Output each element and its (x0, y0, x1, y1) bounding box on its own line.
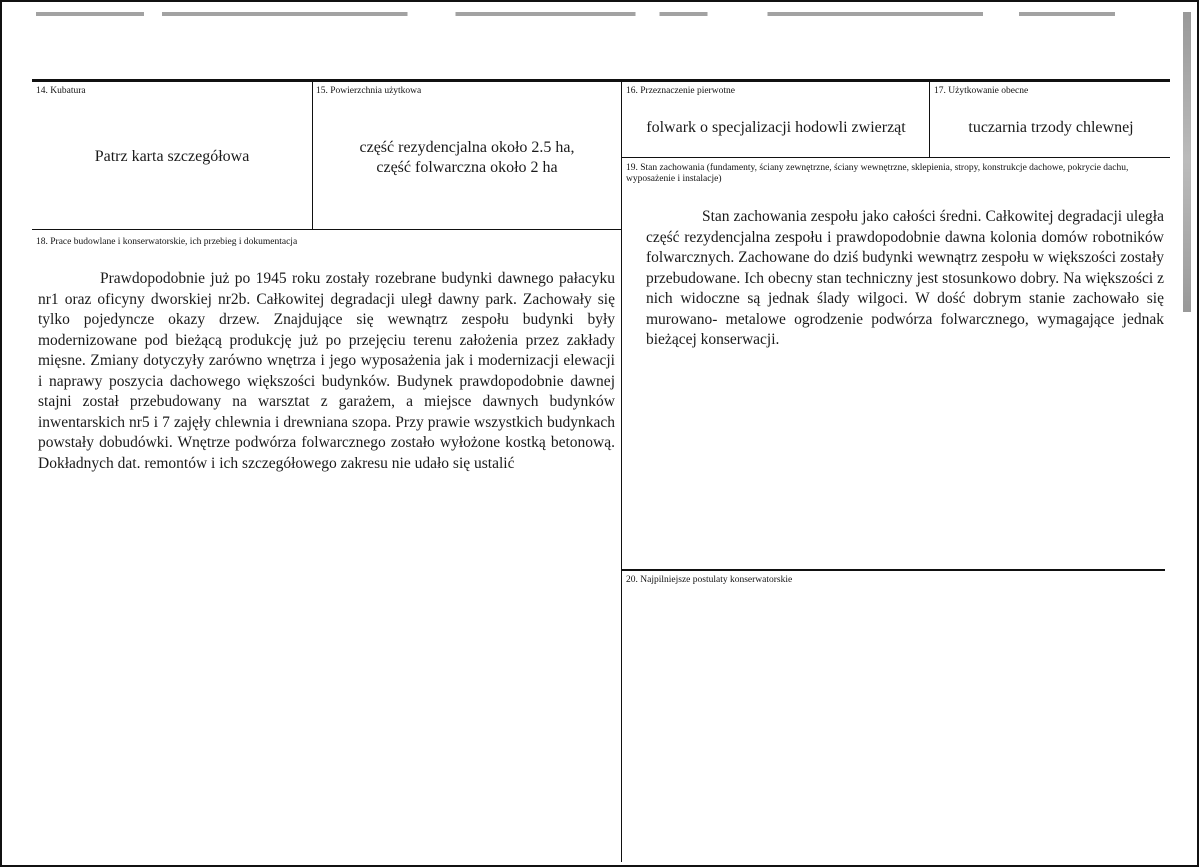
field-17-value: tuczarnia trzody chlewnej (968, 119, 1134, 136)
field-18-label: 18. Prace budowlane i konserwatorskie, ich przebieg i dokumentacja (36, 237, 298, 247)
center-divider (621, 80, 622, 862)
field20-top-rule (622, 569, 1165, 571)
field-16-label: 16. Przeznaczenie pierwotne (626, 86, 735, 96)
field-15-label: 15. Powierzchnia użytkowa (316, 86, 422, 96)
field-20-label: 20. Najpilniejsze postulaty konserwatorskie (626, 575, 793, 585)
scan-artifact-lines (0, 12, 1199, 16)
top-rule (32, 79, 1170, 82)
field-14-value: Patrz karta szczegółowa (94, 148, 250, 165)
field-15-value-line2: część folwarczna około 2 ha (376, 159, 558, 176)
field-16-value: folwark o specjalizacji hodowli zwierząt (646, 119, 906, 136)
field16-17-divider (929, 80, 930, 158)
field14-15-divider (312, 80, 313, 230)
row1-divider-left (32, 229, 622, 230)
field-14-label: 14. Kubatura (36, 86, 86, 96)
field-18-text (38, 269, 615, 474)
scan-edge-shadow (1183, 12, 1191, 312)
field-19-paragraph: Stan zachowania zespołu jako całości średni. Całkowitej degradacji uległa część rezydencjalna zespołu i prawdopodobnie dawna kolonia domów robotników folwarcznych. Zachowane do dziś budynki wewnątrz zespołu w większości zostały przebudowane. Ich obecny stan techniczny jest stosunkowo dobry. Na większości z nich widoczne są jednak ślady wilgoci. W dość dobrym stanie zachowało się murowano- metalowe ogrodzenie podwórza folwarcznego, wymagające jednak bieżącej konserwacji. (646, 208, 1164, 348)
field-19-text (646, 207, 1164, 351)
row1-divider-right (622, 157, 1170, 158)
field-15-value-line1: część rezydencjalna około 2.5 ha, (359, 139, 575, 156)
field-18-paragraph: Prawdopodobnie już po 1945 roku zostały rozebrane budynki dawnego pałacyku nr1 oraz oficyny dworskiej nr2b. Całkowitej degradacji uległ dawny park. Zachowały się tylko pojedyncze okazy drzew. Znajdujące się wewnątrz zespołu budynki były modernizowane pod bieżącą produkcję już po przejęciu terenu założenia przez zakłady mięsne. Zmiany dotyczyły zarówno wnętrza i jego wyposażenia jak i modernizacji elewacji i naprawy poszycia dachowego większości budynków. Budynek prawdopodobnie dawnej stajni został przebudowany na warsztat z garażem, a miejsce dawnych budynków inwentarskich nr5 i 7 zajęły chlewnia i drewniana szopa. Przy prawie wszystkich budynkach powstały dobudówki. Wnętrze podwórza folwarcznego zostało wyłożone kostką betonową. Dokładnych dat. remontów i ich szczegółowego zakresu nie udało się ustalić (38, 270, 615, 472)
field-17-label: 17. Użytkowanie obecne (934, 86, 1029, 96)
field-19-label: 19. Stan zachowania (fundamenty, ściany zewnętrzne, ściany wewnętrzne, sklepienia, stropy, konstrukcje dachowe, pokrycie dachu, wyposażenie i instalacje) (626, 163, 1129, 184)
